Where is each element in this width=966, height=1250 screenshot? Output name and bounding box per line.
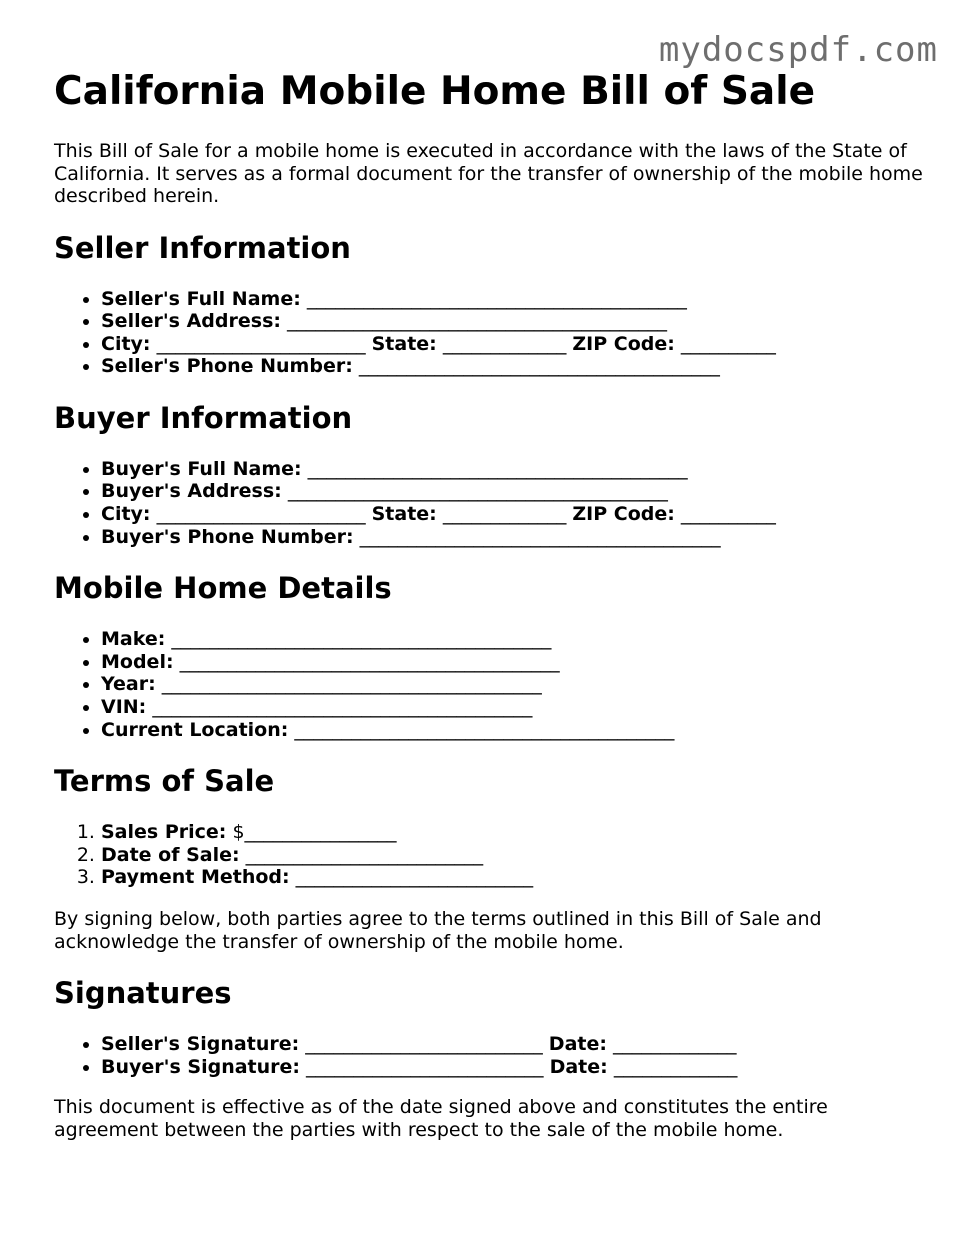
buyer-signature-label: Buyer's Signature:	[101, 1055, 300, 1078]
buyer-full-name-field[interactable]: ________________________________________	[307, 457, 688, 480]
home-location-label: Current Location:	[101, 718, 289, 741]
seller-city-state-zip-item	[101, 333, 924, 356]
buyer-address-item	[101, 480, 924, 503]
home-model-item	[101, 651, 924, 674]
terms-date-field[interactable]: _________________________	[245, 843, 484, 866]
home-make-item	[101, 628, 924, 651]
buyer-address-label: Buyer's Address:	[101, 480, 282, 503]
seller-state-field[interactable]: _____________	[442, 332, 567, 355]
seller-signature-field[interactable]: _________________________	[305, 1033, 543, 1055]
terms-date-label: Date of Sale:	[101, 843, 240, 866]
buyer-heading: Buyer Information	[54, 400, 353, 435]
document-page	[54, 68, 924, 1141]
home-vin-item	[101, 696, 924, 719]
terms-method-label: Payment Method:	[101, 866, 290, 889]
terms-price-item	[101, 821, 924, 844]
buyer-phone-item	[101, 526, 924, 549]
terms-method-item	[101, 866, 924, 889]
home-model-label: Model:	[101, 650, 174, 673]
home-year-label: Year:	[101, 673, 156, 696]
buyer-full-name-label: Buyer's Full Name:	[101, 457, 302, 480]
home-location-field[interactable]: ________________________________________	[294, 718, 675, 741]
home-model-field[interactable]: ________________________________________	[179, 650, 560, 673]
signatures-heading: Signatures	[54, 976, 232, 1010]
agreement-paragraph: By signing below, both parties agree to the terms outlined in this Bill of Sale and acknowledge the transfer of ownership of the mobile home.	[54, 908, 822, 953]
home-location-item	[101, 719, 924, 742]
seller-list	[54, 288, 924, 378]
seller-state-label: State:	[371, 332, 437, 355]
seller-signature-label: Seller's Signature:	[101, 1033, 300, 1055]
buyer-state-field[interactable]: _____________	[442, 503, 567, 526]
home-make-label: Make:	[101, 628, 166, 651]
seller-address-item	[101, 310, 924, 333]
buyer-signature-date-field[interactable]: _____________	[613, 1055, 738, 1078]
terms-list	[54, 821, 924, 889]
buyer-signature-field[interactable]: _________________________	[306, 1055, 544, 1078]
buyer-address-field[interactable]: ________________________________________	[287, 480, 668, 503]
home-vin-field[interactable]: ________________________________________	[152, 696, 533, 719]
seller-phone-label: Seller's Phone Number:	[101, 355, 353, 378]
seller-zip-field[interactable]: __________	[680, 332, 776, 355]
seller-signature-item	[101, 1033, 924, 1056]
terms-date-item	[101, 844, 924, 867]
intro-paragraph: This Bill of Sale for a mobile home is executed in accordance with the laws of the State of California. It serves as a formal document for the transfer of ownership of the mobile home described herein.	[54, 140, 923, 207]
seller-full-name-field[interactable]: ________________________________________	[306, 287, 687, 310]
document-title: California Mobile Home Bill of Sale	[54, 69, 816, 114]
seller-signature-date-label: Date:	[548, 1033, 607, 1055]
buyer-list	[54, 458, 924, 548]
home-year-item	[101, 673, 924, 696]
seller-phone-field[interactable]: ______________________________________	[358, 355, 720, 378]
seller-address-field[interactable]: ________________________________________	[287, 310, 668, 333]
home-year-field[interactable]: ________________________________________	[161, 673, 542, 696]
home-vin-label: VIN:	[101, 696, 147, 719]
terms-method-field[interactable]: _________________________	[295, 866, 534, 889]
buyer-phone-label: Buyer's Phone Number:	[101, 525, 354, 548]
seller-full-name-item	[101, 288, 924, 311]
buyer-full-name-item	[101, 458, 924, 481]
seller-zip-label: ZIP Code:	[572, 332, 675, 355]
seller-heading: Seller Information	[54, 230, 351, 265]
terms-price-field[interactable]: $________________	[232, 821, 397, 844]
buyer-zip-field[interactable]: __________	[680, 503, 776, 526]
buyer-city-state-zip-item	[101, 503, 924, 526]
seller-address-label: Seller's Address:	[101, 310, 281, 333]
buyer-city-field[interactable]: ______________________	[156, 503, 366, 526]
signatures-list	[54, 1033, 924, 1078]
buyer-state-label: State:	[371, 503, 437, 526]
terms-price-label: Sales Price:	[101, 821, 227, 844]
seller-city-label: City:	[101, 332, 151, 355]
seller-signature-date-field[interactable]: _____________	[613, 1033, 737, 1055]
terms-heading: Terms of Sale	[54, 764, 275, 799]
buyer-signature-date-label: Date:	[549, 1055, 608, 1078]
closing-paragraph: This document is effective as of the date signed above and constitutes the entire agreement between the parties with respect to the sale of the mobile home.	[54, 1096, 828, 1141]
seller-city-field[interactable]: ______________________	[156, 332, 366, 355]
buyer-zip-label: ZIP Code:	[572, 503, 675, 526]
home-details-heading: Mobile Home Details	[54, 571, 392, 606]
buyer-signature-item	[101, 1056, 924, 1079]
seller-phone-item	[101, 355, 924, 378]
buyer-phone-field[interactable]: ______________________________________	[359, 525, 721, 548]
watermark: mydocspdf.com	[658, 30, 938, 70]
buyer-city-label: City:	[101, 503, 151, 526]
seller-full-name-label: Seller's Full Name:	[101, 287, 301, 310]
home-details-list	[54, 628, 924, 741]
home-make-field[interactable]: ________________________________________	[171, 628, 552, 651]
